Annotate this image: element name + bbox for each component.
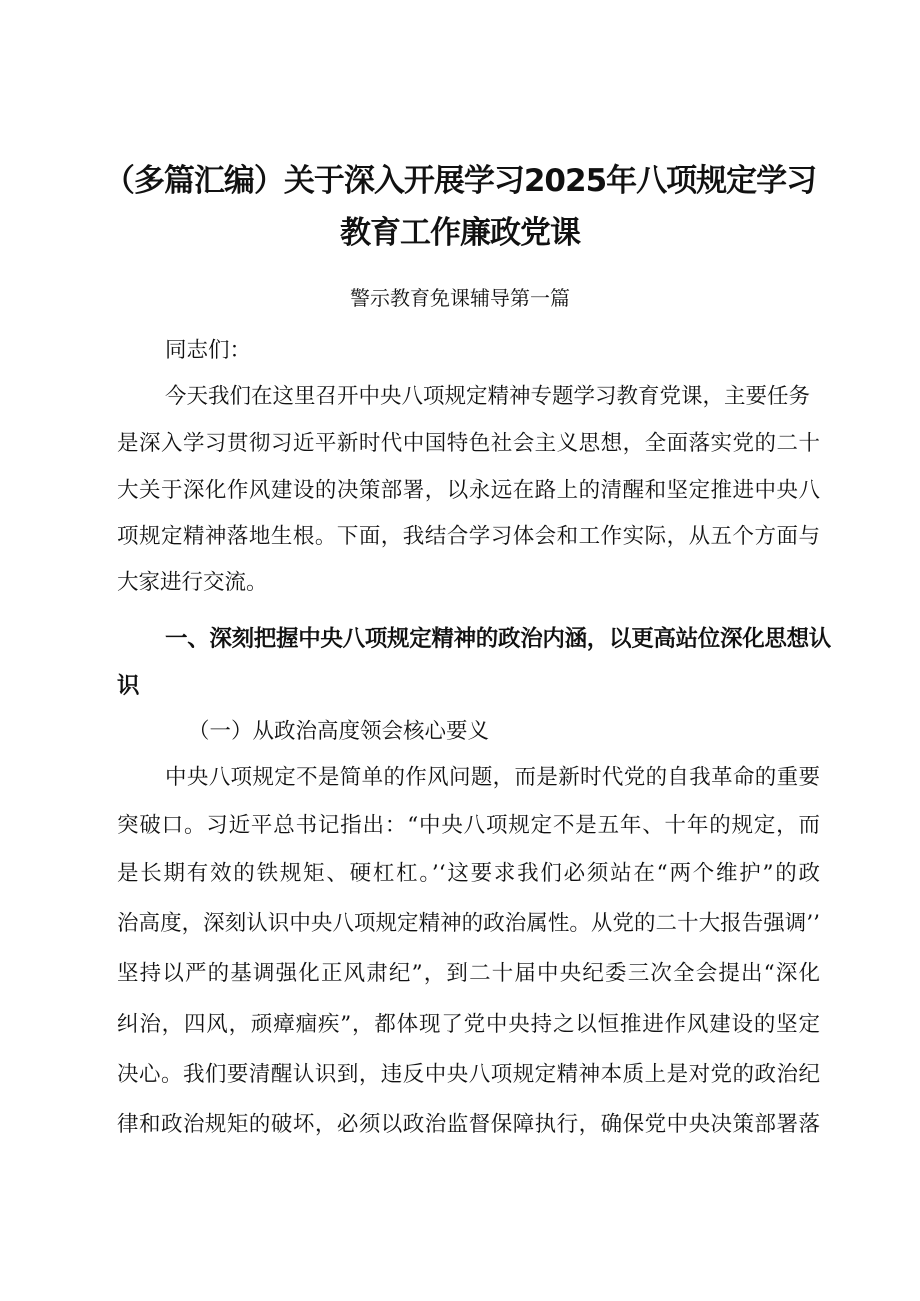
body-line: 律和政治规矩的破坏，必须以政治监督保障执行，确保党中央决策部署落 — [117, 1112, 820, 1137]
body-line: 突破口。习近平总书记指出：“中央八项规定不是五年、十年的规定，而 — [117, 813, 820, 838]
document-title-line-2: 教育工作廉政党课 — [340, 215, 580, 251]
body-line: 是长期有效的铁规矩、硬杠杠。’‘这要求我们必须站在“两个维护”的政 — [117, 861, 820, 886]
intro-line: 今天我们在这里召开中央八项规定精神专题学习教育党课，主要任务 — [165, 384, 811, 409]
intro-line: 大家进行交流。 — [117, 570, 268, 595]
body-line: 中央八项规定不是简单的作风问题，而是新时代党的自我革命的重要 — [165, 765, 820, 790]
subsection-heading: （一）从政治高度领会核心要义 — [188, 719, 490, 744]
document-title-line-1: （多篇汇编）关于深入开展学习2025年八项规定学习 — [103, 163, 817, 199]
intro-line: 项规定精神落地生根。下面，我结合学习体会和工作实际，从五个方面与 — [117, 524, 820, 549]
section-heading-line-1: 一、深刻把握中央八项规定精神的政治内涵，以更高站位深化思想认 — [165, 626, 832, 652]
body-line: 纠治，四风，顽瘴痼疾”，都体现了党中央持之以恒推进作风建设的坚定 — [117, 1012, 820, 1037]
intro-line: 是深入学习贯彻习近平新时代中国特色社会主义思想，全面落实党的二十 — [117, 431, 820, 456]
intro-line: 大关于深化作风建设的决策部署，以永远在路上的清醒和坚定推进中央八 — [117, 478, 820, 503]
document-subtitle: 警示教育免课辅导第一篇 — [350, 286, 570, 310]
body-line: 决心。我们要清醒认识到，违反中央八项规定精神本质上是对党的政治纪 — [117, 1062, 820, 1087]
body-line: 坚持以严的基调强化正风肃纪”，到二十届中央纪委三次全会提出“深化 — [117, 961, 820, 986]
section-heading-line-2: 识 — [117, 673, 140, 699]
body-line: 治高度，深刻认识中央八项规定精神的政治属性。从党的二十大报告强调’’ — [117, 911, 820, 936]
salutation: 同志们： — [165, 338, 252, 363]
